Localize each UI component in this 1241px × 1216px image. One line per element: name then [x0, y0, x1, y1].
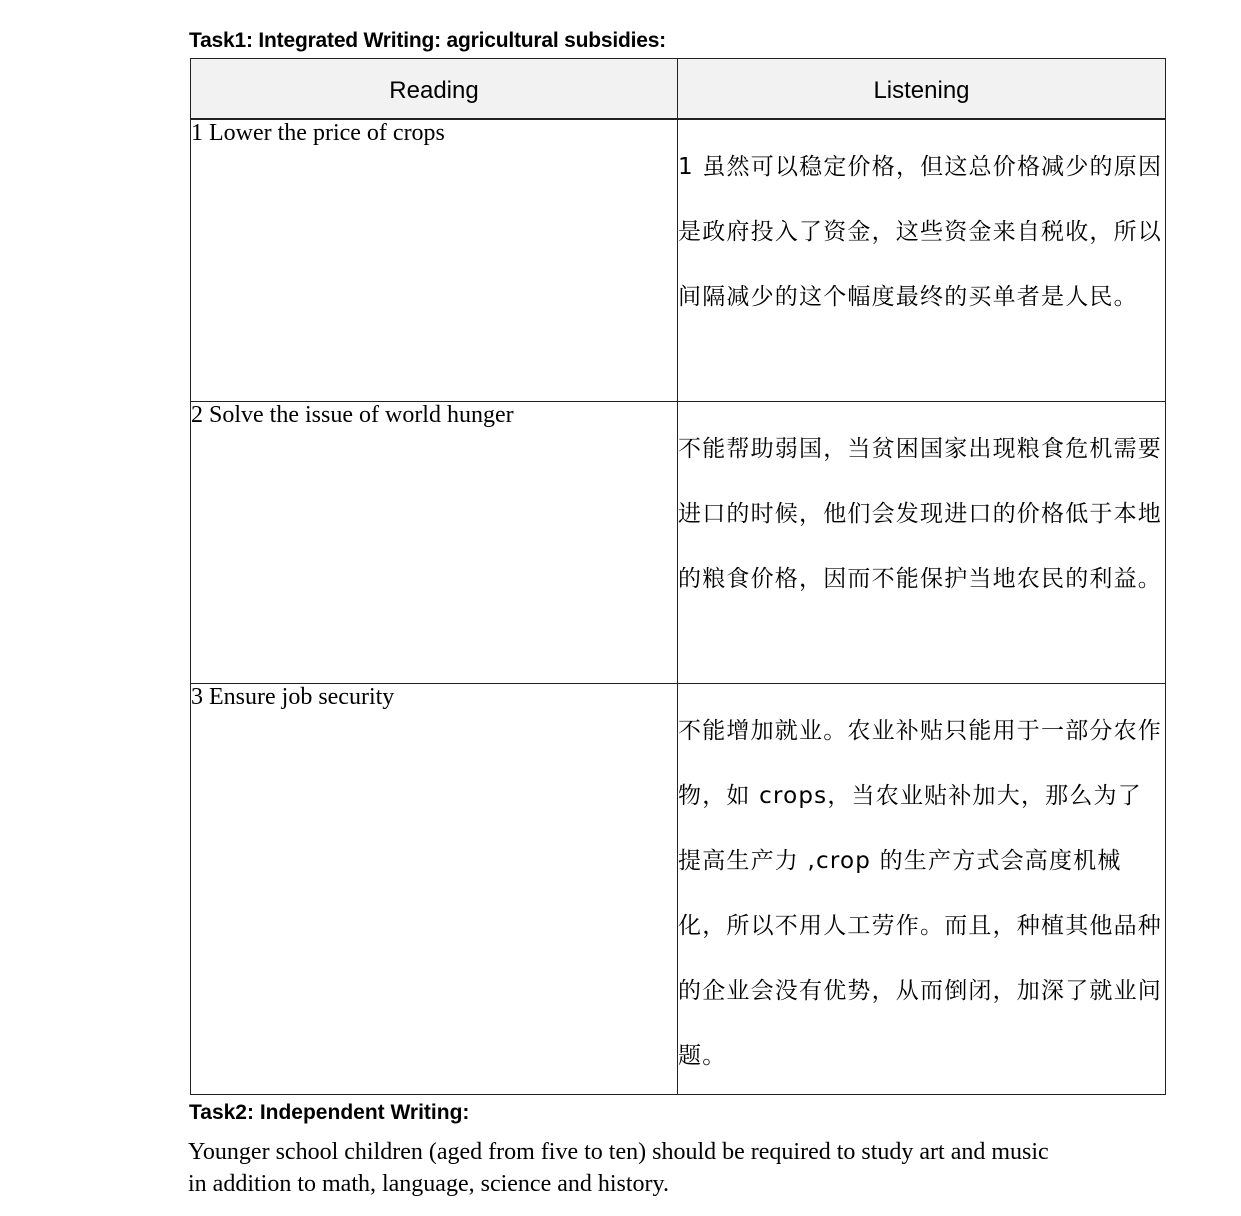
listening-cell	[678, 402, 1166, 684]
reading-cell: 3 Ensure job security	[191, 684, 678, 1095]
listening-column-header: Listening	[678, 59, 1166, 120]
table-row	[191, 684, 1166, 1095]
task2-prompt: Younger school children (aged from five to ten) should be required to study art and music in addition to math, language, science and history.	[188, 1139, 1049, 1197]
reading-listening-table	[190, 58, 1166, 1095]
task2-title: Task2: Independent Writing:	[189, 1101, 470, 1124]
table-row	[191, 119, 1166, 402]
listening-text: 不能增加就业。农业补贴只能用于一部分农作物，如 crops，当农业贴补加大，那么为了提高生产力 ,crop 的生产方式会高度机械化，所以不用人工劳作。而且，种植其他品种的企业会没有优势，从而倒闭，加深了就业问题。	[678, 718, 1162, 1069]
table-row	[191, 402, 1166, 684]
reading-column-header: Reading	[191, 59, 678, 120]
listening-cell	[678, 684, 1166, 1095]
reading-cell: 1 Lower the price of crops	[191, 119, 678, 402]
reading-cell: 2 Solve the issue of world hunger	[191, 402, 678, 684]
listening-text: 不能帮助弱国，当贫困国家出现粮食危机需要进口的时候，他们会发现进口的价格低于本地的粮食价格，因而不能保护当地农民的利益。	[678, 436, 1162, 592]
task1-title: Task1: Integrated Writing: agricultural subsidies:	[189, 29, 666, 52]
listening-cell	[678, 119, 1166, 402]
table-header-row	[191, 59, 1166, 120]
listening-text: 1 虽然可以稳定价格，但这总价格减少的原因是政府投入了资金，这些资金来自税收，所以间隔减少的这个幅度最终的买单者是人民。	[678, 154, 1163, 310]
